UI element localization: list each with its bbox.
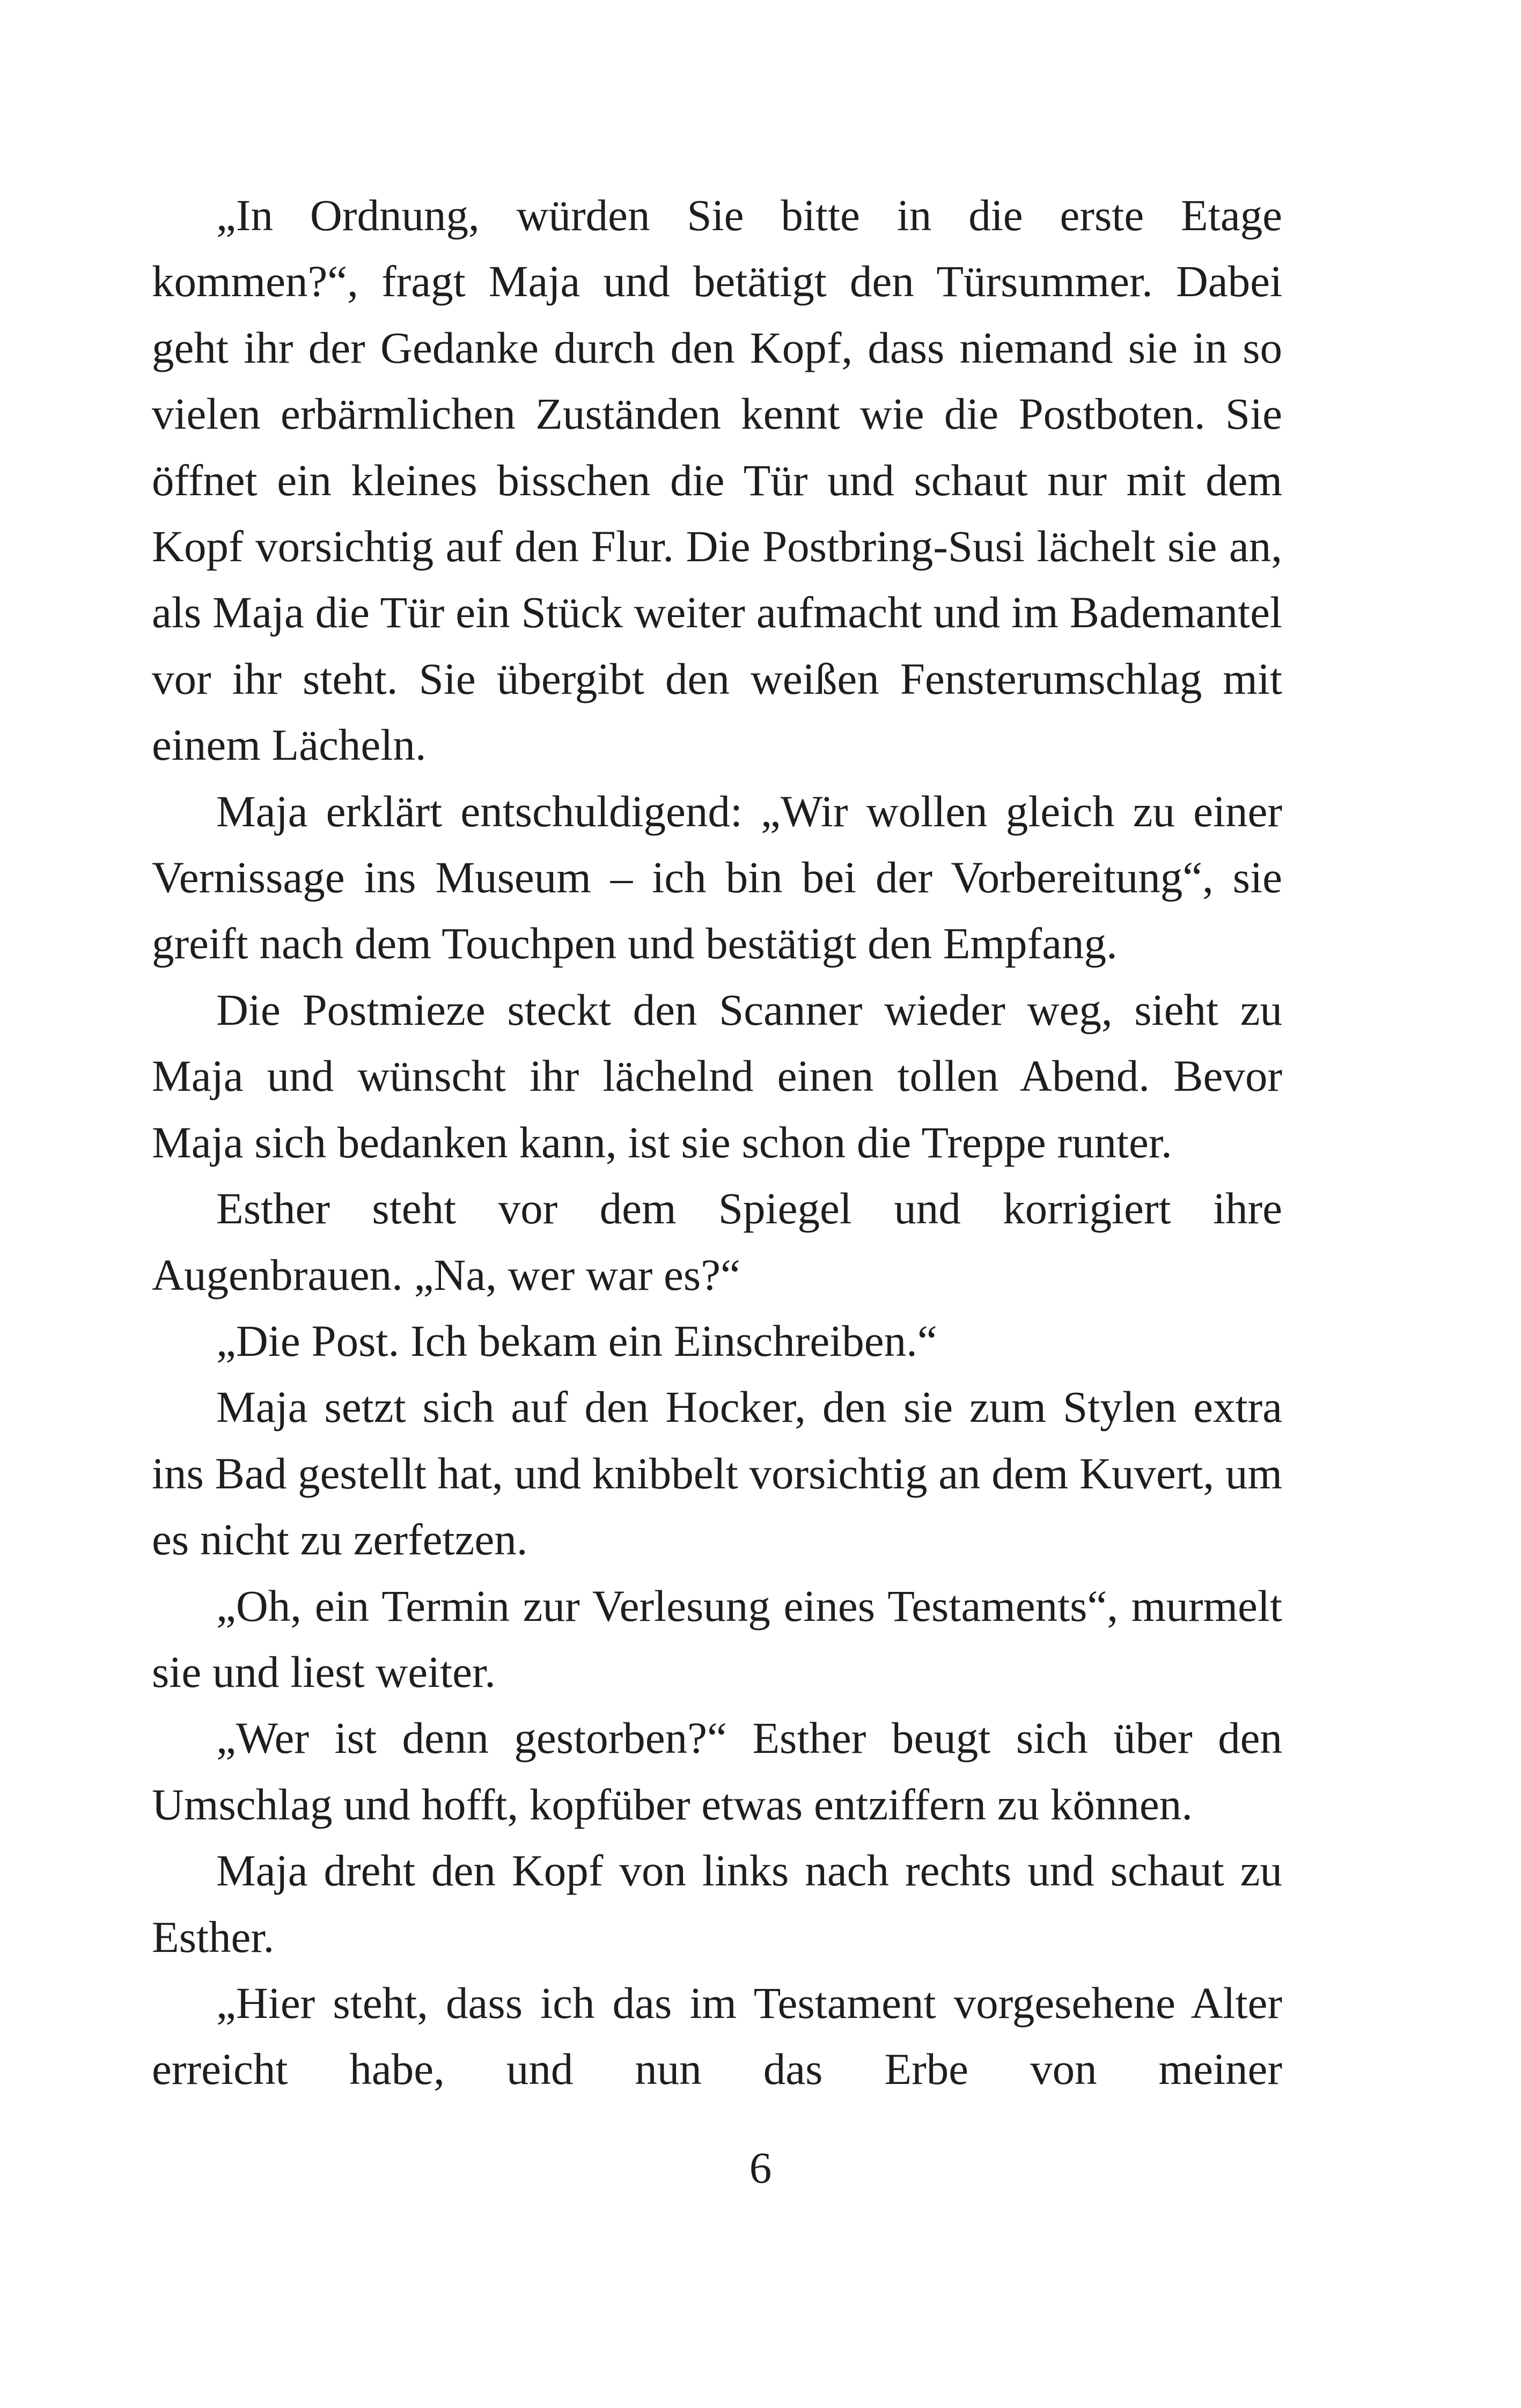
paragraph: Maja setzt sich auf den Hocker, den sie zum Stylen extra ins Bad gestellt hat, und knibbelt vorsichtig an dem Kuvert, um es nicht zu zerfetzen. (152, 1382, 1282, 1565)
paragraph: „Wer ist denn gestorben?“ Esther beugt sich über den Umschlag und hofft, kopfüber etwas entziffern zu können. (152, 1713, 1282, 1829)
paragraph: Maja dreht den Kopf von links nach rechts und schaut zu Esther. (152, 1846, 1282, 1962)
paragraph: Die Postmieze steckt den Scanner wieder weg, sieht zu Maja und wünscht ihr lächelnd einen tollen Abend. Bevor Maja sich bedanken kann, ist sie schon die Treppe runter. (152, 985, 1282, 1167)
paragraph-continued: „Hier steht, dass ich das im Testament vorgesehene Alter erreicht habe, und nun das Erbe von meiner (152, 1978, 1282, 2094)
paragraph: „Die Post. Ich bekam ein Einschreiben.“ (216, 1316, 937, 1365)
paragraph: „In Ordnung, würden Sie bitte in die erste Etage kommen?“, fragt Maja und betätigt den Türsummer. Dabei geht ihr der Gedanke durch den Kopf, dass niemand sie in so vielen erbärmlichen Zuständen kennt wie die Postboten. Sie öffnet ein kleines bisschen die Tür und schaut nur mit dem Kopf vorsichtig auf den Flur. Die Postbring-Susi lächelt sie an, als Maja die Tür ein Stück weiter aufmacht und im Bademantel vor ihr steht. Sie übergibt den weißen Fensterumschlag mit einem Lächeln. (152, 190, 1282, 770)
page-number: 6 (749, 2143, 772, 2192)
paragraph: „Oh, ein Termin zur Verlesung eines Testaments“, murmelt sie und liest weiter. (152, 1581, 1282, 1697)
body-text (152, 182, 1282, 2103)
paragraph: Esther steht vor dem Spiegel und korrigiert ihre Augenbrauen. „Na, wer war es?“ (152, 1184, 1282, 1300)
paragraph: Maja erklärt entschuldigend: „Wir wollen gleich zu einer Vernissage ins Museum – ich bin bei der Vorbereitung“, sie greift nach dem Touchpen und bestätigt den Empfang. (152, 786, 1282, 968)
